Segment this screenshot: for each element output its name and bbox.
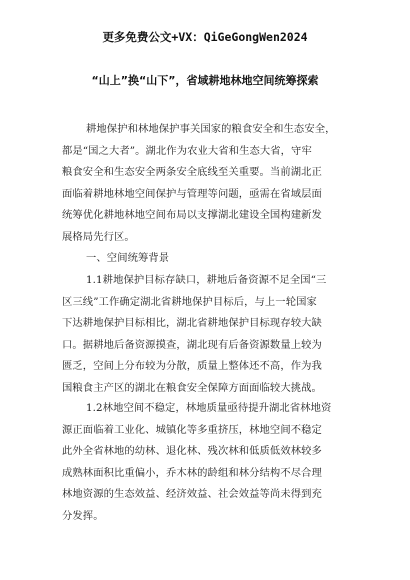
text-line: 分发挥。: [62, 509, 104, 522]
section-heading-background: [62, 248, 356, 270]
text-line: 展格局先行区。: [62, 230, 135, 243]
section-heading: 一、空间统筹背景: [86, 252, 170, 264]
text-line: 林地资源的生态效益、经济效益、社会效益等尚未得到充: [62, 488, 322, 500]
text-line: 匮乏，空间上分布较为分散，质量上整体还不高，作为我: [62, 360, 322, 372]
text-line: 1.2林地空间不稳定，林地质量亟待提升湖北省林地资: [86, 402, 332, 414]
text-line: 口。据耕地后备资源摸查，湖北现有后备资源数量上较为: [62, 338, 322, 351]
text-line: 区三线”工作确定湖北省耕地保护目标后，与上一轮国家: [62, 295, 317, 308]
text-line: 源正面临着工业化、城镇化等多重挤压，林地空间不稳定: [62, 423, 322, 436]
text-line: 统筹优化耕地林地空间布局以支撑湖北建设全国构建新发: [62, 209, 322, 221]
text-line: 下达耕地保护目标相比，湖北省耕地保护目标现存较大缺: [62, 317, 322, 329]
paragraph-intro: [62, 119, 356, 248]
text-line: 都是“国之大者”。湖北作为农业大省和生态大省，守牢: [62, 144, 312, 157]
paragraph-farmland: [62, 270, 356, 399]
text-line: 面临着耕地林地空间保护与管理等问题，亟需在省域层面: [62, 187, 322, 200]
text-line: 此外全省林地的幼林、退化林、残次林和低质低效林较多: [62, 445, 322, 457]
text-line: 成熟林面积比重偏小，乔木林的龄组和林分结构不尽合理: [62, 466, 322, 479]
watermark-header: 更多免费公文+VX：QiGeGongWen2024: [102, 30, 308, 44]
text-line: 粮食安全和生态安全两条安全底线至关重要。当前湖北正: [62, 166, 322, 178]
paragraph-forestland: [62, 398, 356, 527]
text-line: 1.1耕地保护目标存缺口，耕地后备资源不足全国“三: [86, 274, 327, 286]
document-title: “山上”换“山下”，省域耕地林地空间统筹探索: [91, 74, 319, 87]
text-line: 耕地保护和林地保护事关国家的粮食安全和生态安全，: [86, 123, 336, 135]
text-line: 国粮食主产区的湖北在粮食安全保障方面面临较大挑战。: [62, 381, 322, 394]
